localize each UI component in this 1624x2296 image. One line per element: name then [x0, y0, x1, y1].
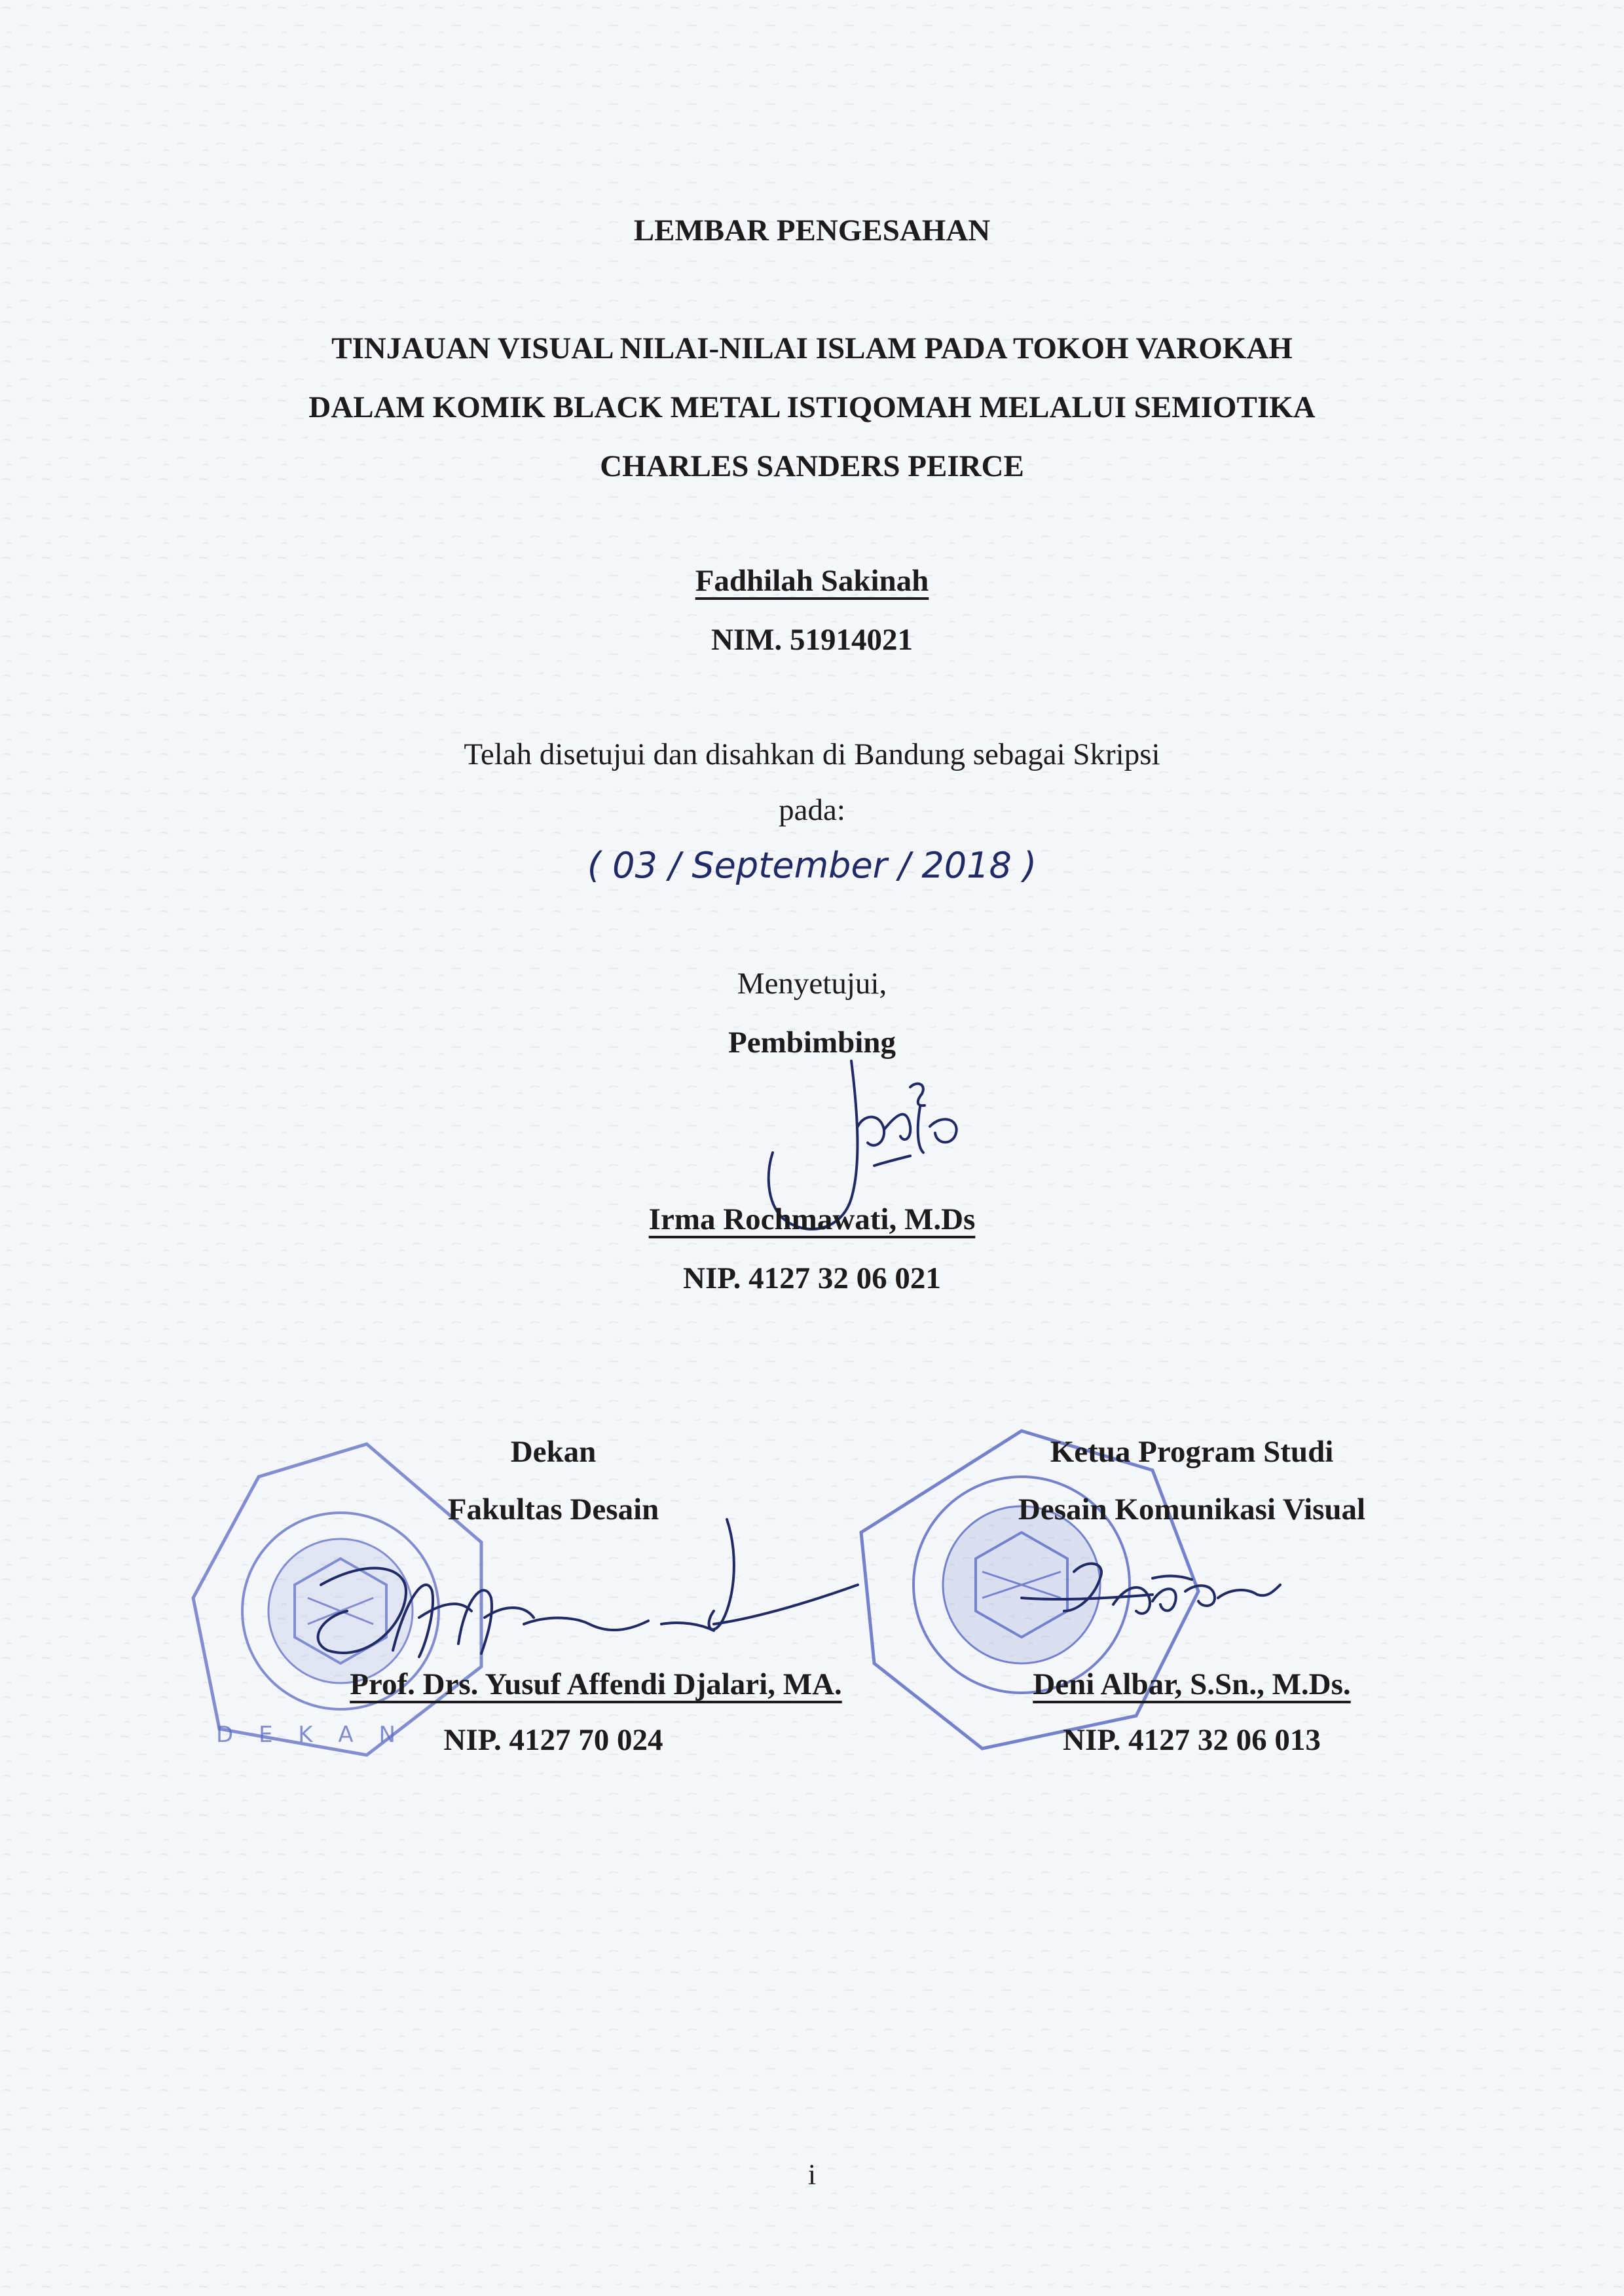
thesis-title-line-3: CHARLES SANDERS PEIRCE	[600, 449, 1024, 483]
dean-nip: NIP. 4127 70 024	[443, 1723, 663, 1757]
approval-date-row	[0, 845, 1624, 886]
head-name-row	[956, 1667, 1428, 1702]
advisor-nip: NIP. 4127 32 06 021	[683, 1261, 941, 1295]
approval-pada: pada:	[779, 793, 845, 827]
approval-statement: Telah disetujui dan disahkan di Bandung sebagai Skripsi	[464, 737, 1160, 771]
advisor-name: Irma Rochmawati, M.Ds	[648, 1202, 976, 1236]
author-nim: NIM. 51914021	[710, 623, 913, 657]
author-name: Fadhilah Sakinah	[695, 564, 929, 598]
dean-name: Prof. Drs. Yusuf Affendi Djalari, MA.	[350, 1667, 842, 1701]
dean-stamp-text: D E K A N	[216, 1722, 405, 1748]
approval-date-handwritten: ( 03 / September / 2018 )	[587, 845, 1037, 886]
head-name: Deni Albar, S.Sn., M.Ds.	[1033, 1667, 1351, 1701]
agree-label: Menyetujui,	[737, 967, 887, 1001]
advisor-name-row	[0, 1202, 1624, 1237]
head-role-1: Ketua Program Studi	[1050, 1435, 1334, 1469]
head-nip: NIP. 4127 32 06 013	[1063, 1723, 1321, 1757]
author-block	[0, 563, 1624, 599]
dean-role-1: Dekan	[510, 1435, 597, 1469]
dean-name-row	[321, 1667, 871, 1702]
page-heading: LEMBAR PENGESAHAN	[633, 213, 991, 248]
thesis-title-line-1: TINJAUAN VISUAL NILAI-NILAI ISLAM PADA TOKOH VAROKAH	[331, 331, 1293, 365]
head-role-2: Desain Komunikasi Visual	[1018, 1492, 1366, 1527]
advisor-role: Pembimbing	[728, 1026, 896, 1060]
dean-role-2: Fakultas Desain	[447, 1492, 659, 1527]
page-number: i	[807, 2158, 817, 2191]
thesis-title-line-2: DALAM KOMIK BLACK METAL ISTIQOMAH MELALUI SEMIOTIKA	[308, 390, 1316, 424]
